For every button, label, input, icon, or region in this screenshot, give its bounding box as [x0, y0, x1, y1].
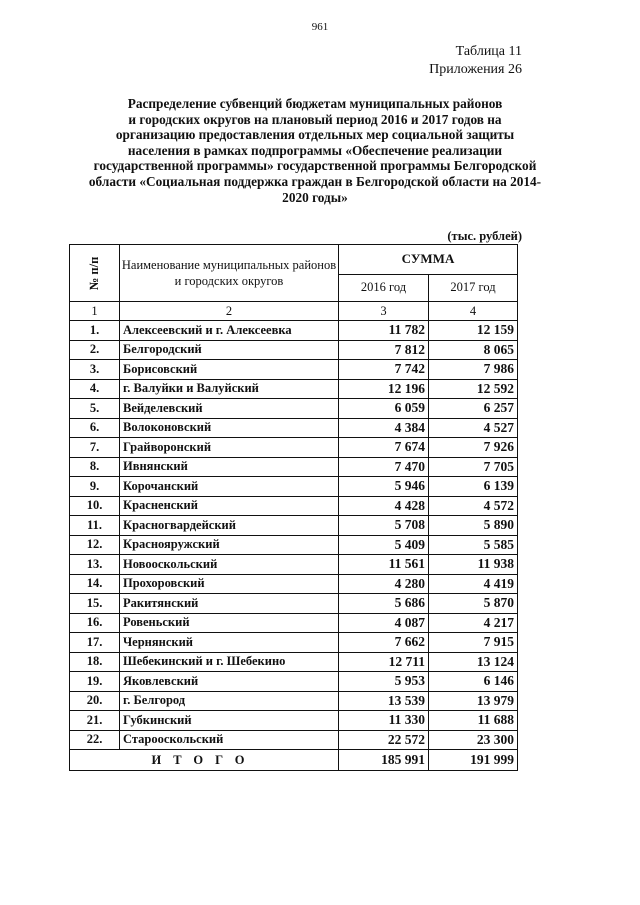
- header-num: № п/п: [70, 245, 120, 302]
- total-label: ИТОГО: [70, 750, 339, 771]
- header-name: Наименование муниципальных районов и городских округов: [120, 245, 339, 302]
- row-number: 2.: [70, 340, 120, 360]
- value-2016: 5 708: [339, 516, 429, 536]
- value-2017: 5 870: [429, 594, 518, 614]
- row-number: 19.: [70, 672, 120, 692]
- subvention-table: [69, 244, 518, 771]
- value-2017: 6 139: [429, 477, 518, 497]
- value-2016: 4 384: [339, 418, 429, 438]
- value-2016: 13 539: [339, 691, 429, 711]
- title-line: организацию предоставления отдельных мер социальной защиты: [115, 127, 515, 143]
- value-2017: 4 572: [429, 496, 518, 516]
- title-line: и городских округов на плановый период 2016 и 2017 годов на: [128, 111, 502, 127]
- value-2017: 13 979: [429, 691, 518, 711]
- value-2016: 7 662: [339, 633, 429, 653]
- district-name: Вейделевский: [120, 399, 339, 419]
- value-2017: 12 159: [429, 321, 518, 341]
- row-number: 14.: [70, 574, 120, 594]
- table-row: [70, 399, 518, 419]
- table-row: [70, 613, 518, 633]
- row-number: 5.: [70, 399, 120, 419]
- table-row: [70, 457, 518, 477]
- value-2016: 11 782: [339, 321, 429, 341]
- table-row: [70, 379, 518, 399]
- value-2016: 5 953: [339, 672, 429, 692]
- column-index: 1: [70, 302, 120, 321]
- row-number: 8.: [70, 457, 120, 477]
- table-row: [70, 516, 518, 536]
- value-2017: 8 065: [429, 340, 518, 360]
- row-number: 7.: [70, 438, 120, 458]
- column-index: 4: [429, 302, 518, 321]
- value-2016: 11 561: [339, 555, 429, 575]
- value-2016: 22 572: [339, 730, 429, 750]
- value-2016: 7 742: [339, 360, 429, 380]
- row-number: 20.: [70, 691, 120, 711]
- value-2017: 5 585: [429, 535, 518, 555]
- value-2016: 11 330: [339, 711, 429, 731]
- header-year-2017: 2017 год: [429, 274, 518, 301]
- value-2016: 7 812: [339, 340, 429, 360]
- table-row: [70, 711, 518, 731]
- district-name: Белгородский: [120, 340, 339, 360]
- title-line: населения в рамках подпрограммы «Обеспечение реализации: [127, 142, 503, 158]
- district-name: Краснояружский: [120, 535, 339, 555]
- value-2016: 4 428: [339, 496, 429, 516]
- value-2016: 5 409: [339, 535, 429, 555]
- table-row: [70, 652, 518, 672]
- district-name: Шебекинский и г. Шебекино: [120, 652, 339, 672]
- district-name: г. Белгород: [120, 691, 339, 711]
- table-row: [70, 730, 518, 750]
- district-name: Красногвардейский: [120, 516, 339, 536]
- units-label: (тыс. рублей): [447, 229, 522, 243]
- district-name: Яковлевский: [120, 672, 339, 692]
- district-name: Красненский: [120, 496, 339, 516]
- row-number: 12.: [70, 535, 120, 555]
- value-2016: 4 280: [339, 574, 429, 594]
- row-number: 6.: [70, 418, 120, 438]
- table-row: [70, 438, 518, 458]
- table-row: [70, 574, 518, 594]
- table-row: [70, 477, 518, 497]
- document-title: [60, 96, 570, 205]
- value-2017: 11 688: [429, 711, 518, 731]
- district-name: Борисовский: [120, 360, 339, 380]
- district-name: Губкинский: [120, 711, 339, 731]
- total-2016: 185 991: [339, 750, 429, 771]
- district-name: г. Валуйки и Валуйский: [120, 379, 339, 399]
- row-number: 1.: [70, 321, 120, 341]
- table-row: [70, 672, 518, 692]
- title-line: 2020 годы»: [282, 189, 348, 205]
- value-2017: 7 986: [429, 360, 518, 380]
- title-line: области «Социальная поддержка граждан в Белгородской области на 2014-: [88, 173, 542, 189]
- title-line: государственной программы» государственной программы Белгородской: [93, 158, 537, 174]
- total-row: [70, 750, 518, 771]
- table-row: [70, 691, 518, 711]
- district-name: Прохоровский: [120, 574, 339, 594]
- row-number: 10.: [70, 496, 120, 516]
- row-number: 17.: [70, 633, 120, 653]
- table-label: Таблица 11: [455, 44, 522, 59]
- district-name: Ракитянский: [120, 594, 339, 614]
- column-index: 2: [120, 302, 339, 321]
- row-number: 16.: [70, 613, 120, 633]
- value-2017: 4 527: [429, 418, 518, 438]
- value-2016: 12 196: [339, 379, 429, 399]
- value-2017: 7 705: [429, 457, 518, 477]
- table-row: [70, 555, 518, 575]
- table-row: [70, 535, 518, 555]
- table-row: [70, 496, 518, 516]
- row-number: 21.: [70, 711, 120, 731]
- value-2017: 23 300: [429, 730, 518, 750]
- row-number: 11.: [70, 516, 120, 536]
- district-name: Грайворонский: [120, 438, 339, 458]
- district-name: Старооскольский: [120, 730, 339, 750]
- value-2016: 12 711: [339, 652, 429, 672]
- value-2017: 5 890: [429, 516, 518, 536]
- value-2017: 6 146: [429, 672, 518, 692]
- row-number: 18.: [70, 652, 120, 672]
- district-name: Корочанский: [120, 477, 339, 497]
- appendix-label: Приложения 26: [429, 62, 522, 77]
- total-2017: 191 999: [429, 750, 518, 771]
- value-2016: 5 946: [339, 477, 429, 497]
- column-index: 3: [339, 302, 429, 321]
- value-2016: 6 059: [339, 399, 429, 419]
- value-2017: 4 217: [429, 613, 518, 633]
- table-row: [70, 321, 518, 341]
- table-row: [70, 594, 518, 614]
- value-2017: 7 915: [429, 633, 518, 653]
- header-sum: СУММА: [339, 245, 518, 275]
- page-number: 961: [311, 21, 329, 33]
- table-row: [70, 633, 518, 653]
- header-year-2016: 2016 год: [339, 274, 429, 301]
- value-2016: 7 674: [339, 438, 429, 458]
- value-2017: 7 926: [429, 438, 518, 458]
- value-2017: 4 419: [429, 574, 518, 594]
- table-row: [70, 418, 518, 438]
- row-number: 3.: [70, 360, 120, 380]
- district-name: Ровеньский: [120, 613, 339, 633]
- value-2017: 13 124: [429, 652, 518, 672]
- row-number: 22.: [70, 730, 120, 750]
- district-name: Чернянский: [120, 633, 339, 653]
- table-row: [70, 360, 518, 380]
- district-name: Новооскольский: [120, 555, 339, 575]
- value-2016: 5 686: [339, 594, 429, 614]
- value-2017: 12 592: [429, 379, 518, 399]
- value-2016: 7 470: [339, 457, 429, 477]
- row-number: 15.: [70, 594, 120, 614]
- column-index-row: [70, 302, 518, 321]
- row-number: 4.: [70, 379, 120, 399]
- value-2016: 4 087: [339, 613, 429, 633]
- title-line: Распределение субвенций бюджетам муниципальных районов: [127, 96, 503, 111]
- row-number: 13.: [70, 555, 120, 575]
- value-2017: 11 938: [429, 555, 518, 575]
- district-name: Волоконовский: [120, 418, 339, 438]
- district-name: Алексеевский и г. Алексеевка: [120, 321, 339, 341]
- district-name: Ивнянский: [120, 457, 339, 477]
- row-number: 9.: [70, 477, 120, 497]
- table-row: [70, 340, 518, 360]
- value-2017: 6 257: [429, 399, 518, 419]
